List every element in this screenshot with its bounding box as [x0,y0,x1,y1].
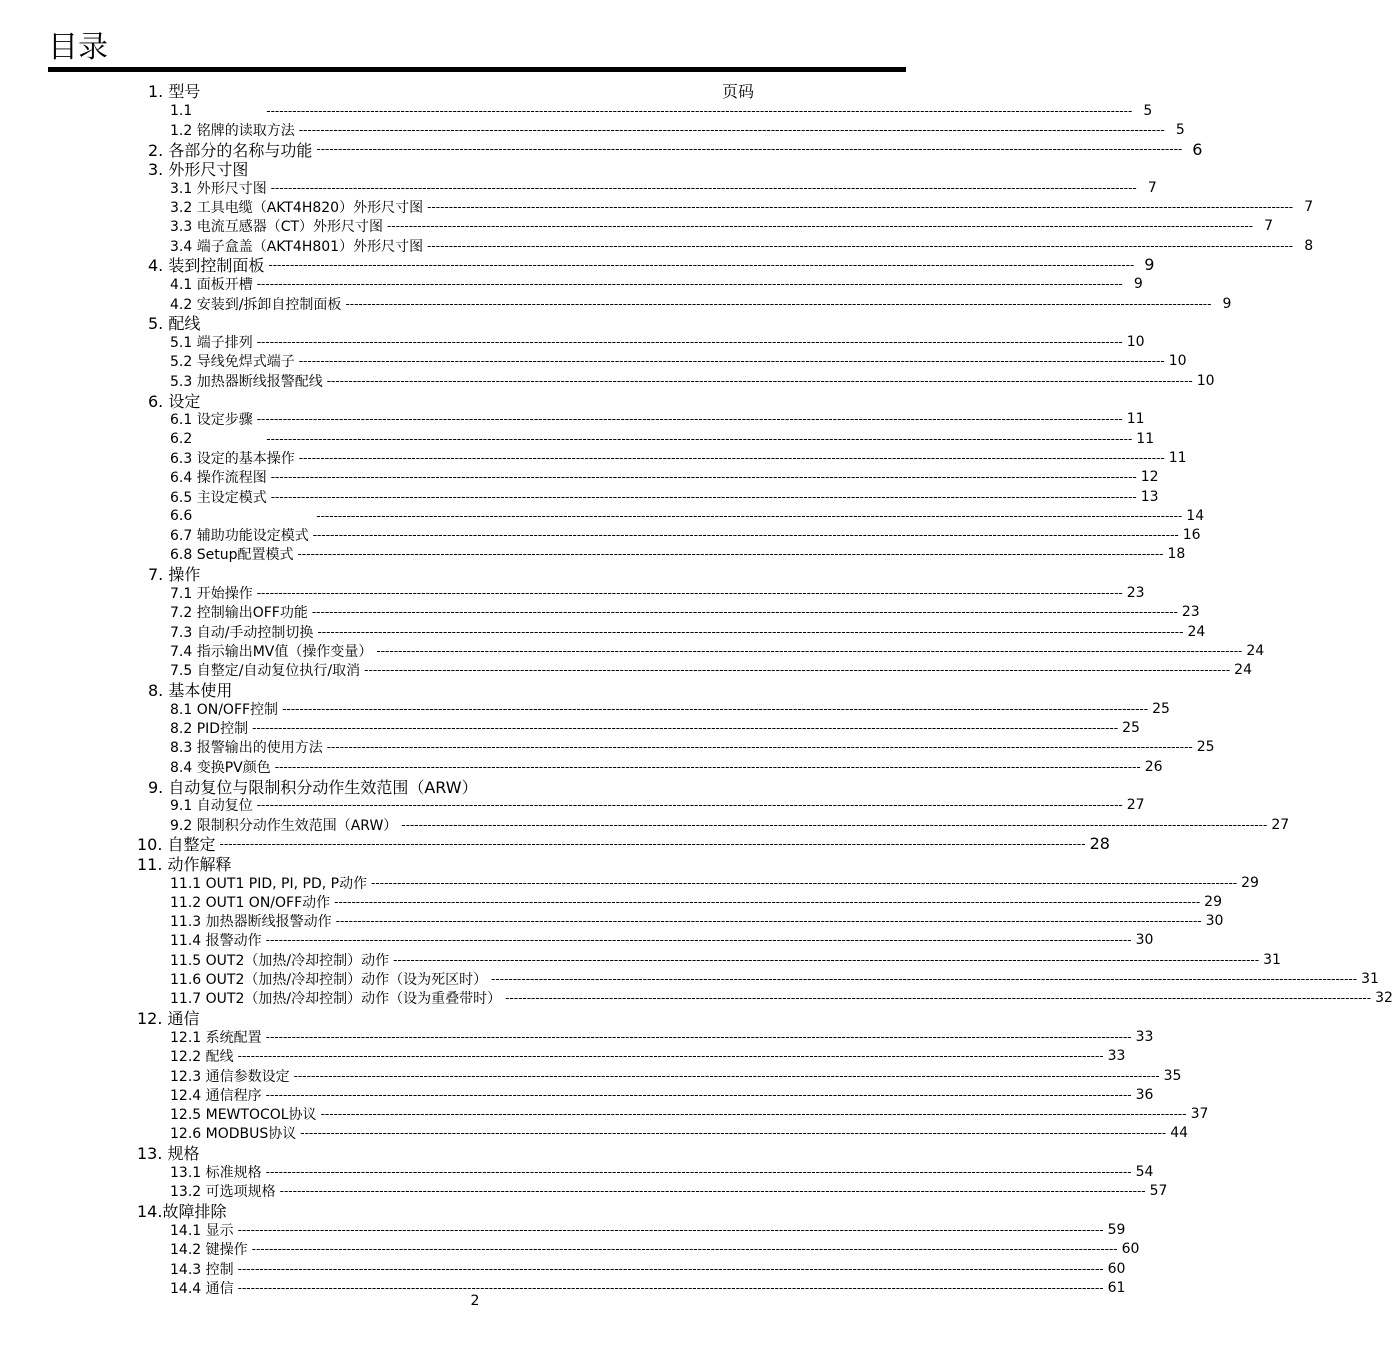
toc-entry[interactable] [148,255,1155,276]
toc-entry[interactable] [170,1047,1126,1066]
toc-entry[interactable] [170,410,1145,429]
toc-entry-page: 16 [1182,527,1201,544]
toc-entry[interactable] [148,139,1203,160]
toc-entry[interactable] [170,719,1140,738]
toc-entry-label: 8. 基本使用 [148,681,233,700]
dot-leader: -------------------------------------------------------------------------------------------------------------------------------------------------------------------------------------------------------- [256,586,1123,600]
toc-entry-label: 9.2 限制积分动作生效范围（ARW） [170,817,398,834]
toc-entry-label: 8.2 PID控制 [170,721,249,738]
toc-entry[interactable] [137,854,758,873]
toc-entry[interactable] [170,178,1157,197]
toc-entry[interactable] [170,526,1201,545]
dot-leader: -------------------------------------------------------------------------------------------------------------------------------------------------------------------------------------------------------- [270,180,1137,195]
page-column-header: 页码 [722,82,755,101]
toc-entry-page: 33 [1107,1048,1126,1065]
dot-leader: -------------------------------------------------------------------------------------------------------------------------------------------------------------------------------------------------------- [326,740,1193,755]
toc-entry-page: 35 [1163,1067,1182,1084]
toc-entry-page: 13 [1140,488,1159,505]
toc-entry-label: 14.1 显示 [170,1222,234,1239]
toc-entry-page: 57 [1149,1183,1168,1200]
dot-leader: -------------------------------------------------------------------------------------------------------------------------------------------------------------------------------------------------------- [376,643,1243,658]
toc-entry-label: 13.1 标准规格 [170,1165,262,1181]
toc-entry[interactable] [170,506,1205,525]
toc-entry-page: 24 [1234,662,1252,679]
toc-entry-label: 11.5 OUT2（加热/冷却控制）动作 [170,952,390,969]
toc-entry-page: 11 [1126,411,1145,428]
toc-entry-label: 11.2 OUT1 ON/OFF动作 [170,894,331,911]
dot-leader: -------------------------------------------------------------------------------------------------------------------------------------------------------------------------------------------------------- [311,605,1178,620]
toc-entry-page: 25 [1152,700,1170,717]
dot-leader: -------------------------------------------------------------------------------------------------------------------------------------------------------------------------------------------------------- [237,1222,1104,1237]
toc-entry-page: 11 [1168,449,1187,466]
toc-entry[interactable] [148,159,758,178]
toc-entry-page: 33 [1135,1028,1154,1045]
toc-entry-page: 26 [1144,758,1163,775]
page-number: 2 [470,1293,480,1309]
toc-entry-label: 5.3 加热器断线报警配线 [170,373,323,390]
toc-entry[interactable] [170,815,1290,834]
dot-leader: -------------------------------------------------------------------------------------------------------------------------------------------------------------------------------------------------------- [256,277,1123,292]
toc-entry-page: 44 [1170,1125,1189,1142]
dot-leader: -------------------------------------------------------------------------------------------------------------------------------------------------------------------------------------------------------- [274,759,1141,774]
toc-entry-label: 14.3 控制 [170,1261,234,1278]
toc-entry-label: 11. 动作解释 [137,854,232,874]
toc-entry-label: 7.5 自整定/自动复位执行/取消 [170,663,361,680]
toc-entry-label: 4.1 面板开槽 [170,277,253,294]
toc-entry-label: 6.7 辅助功能设定模式 [170,528,309,545]
dot-leader: -------------------------------------------------------------------------------------------------------------------------------------------------------------------------------------------------------- [316,142,1183,157]
toc-entry-page: 61 [1107,1279,1126,1296]
toc-entry-label: 6.2 [170,430,193,447]
dot-leader: -------------------------------------------------------------------------------------------------------------------------------------------------------------------------------------------------------- [345,296,1212,311]
toc-entry-page: 24 [1246,642,1265,659]
dot-leader: -------------------------------------------------------------------------------------------------------------------------------------------------------------------------------------------------------- [265,933,1132,948]
toc-entry[interactable] [170,1124,1189,1143]
toc-entry[interactable] [148,680,758,699]
toc-entry[interactable] [170,1027,1154,1046]
toc-entry-page: 60 [1121,1241,1140,1258]
toc-entry-label: 4.2 安装到/拆卸自控制面板 [170,296,342,313]
toc-entry[interactable] [170,217,1274,236]
toc-entry-page: 5 [1175,121,1185,138]
toc-entry-label: 5.2 导线免焊式端子 [170,354,295,371]
dot-leader: -------------------------------------------------------------------------------------------------------------------------------------------------------------------------------------------------------- [251,1242,1118,1257]
dot-leader: -------------------------------------------------------------------------------------------------------------------------------------------------------------------------------------------------------- [268,257,1135,272]
dot-leader: -------------------------------------------------------------------------------------------------------------------------------------------------------------------------------------------------------- [427,200,1294,214]
dot-leader: -------------------------------------------------------------------------------------------------------------------------------------------------------------------------------------------------------- [279,1184,1146,1199]
dot-leader: -------------------------------------------------------------------------------------------------------------------------------------------------------------------------------------------------------- [282,701,1149,716]
dot-leader: -------------------------------------------------------------------------------------------------------------------------------------------------------------------------------------------------------- [256,335,1123,350]
toc-entry-page: 28 [1089,834,1110,854]
toc-entry-label: 11.4 报警动作 [170,933,262,950]
toc-entry-label: 1.2 铭牌的读取方法 [170,122,295,139]
toc-entry-page: 10 [1196,372,1215,389]
dot-leader: -------------------------------------------------------------------------------------------------------------------------------------------------------------------------------------------------------- [265,1087,1132,1102]
toc-entry[interactable] [170,294,1232,313]
toc-entry[interactable] [137,1008,758,1027]
toc-entry[interactable] [170,1105,1209,1124]
toc-entry-page: 29 [1204,893,1222,910]
toc-entry-page: 8 [1304,237,1314,254]
toc-entry-label: 13. 规格 [137,1144,200,1164]
dot-leader: -------------------------------------------------------------------------------------------------------------------------------------------------------------------------------------------------------- [297,547,1164,562]
toc-entry-label: 6.5 主设定模式 [170,489,267,506]
toc-entry-label: 7.3 自动/手动控制切换 [170,624,314,641]
toc-entry-page: 11 [1136,430,1155,447]
toc-entry[interactable] [170,757,1163,776]
toc-entry-label: 12.5 MEWTOCOL协议 [170,1107,317,1124]
toc-entry[interactable] [170,545,1186,564]
dot-leader: -------------------------------------------------------------------------------------------------------------------------------------------------------------------------------------------------------- [293,1068,1160,1083]
dot-leader: -------------------------------------------------------------------------------------------------------------------------------------------------------------------------------------------------------- [335,914,1202,929]
toc-entry[interactable] [170,1163,1154,1182]
toc-entry[interactable] [170,603,1200,622]
toc-entry-page: 18 [1167,546,1186,563]
toc-entry-label: 3. 外形尺寸图 [148,159,249,179]
dot-leader: -------------------------------------------------------------------------------------------------------------------------------------------------------------------------------------------------------- [219,836,1086,851]
toc-entry-page: 54 [1135,1164,1154,1180]
toc-entry[interactable] [170,970,1379,989]
toc-entry[interactable] [148,313,758,332]
dot-leader: -------------------------------------------------------------------------------------------------------------------------------------------------------------------------------------------------------- [334,894,1201,909]
toc-entry[interactable] [170,1085,1154,1104]
toc-entry-label: 9.1 自动复位 [170,798,253,815]
toc-entry[interactable] [170,120,1185,139]
toc-entry-label: 3.4 端子盒盖（AKT4H801）外形尺寸图 [170,238,424,255]
toc-entry[interactable] [170,275,1143,294]
toc-entry-page: 36 [1135,1086,1154,1103]
dot-leader: -------------------------------------------------------------------------------------------------------------------------------------------------------------------------------------------------------- [265,1165,1132,1179]
dot-leader: -------------------------------------------------------------------------------------------------------------------------------------------------------------------------------------------------------- [266,103,1133,118]
toc-entry[interactable] [170,989,1393,1008]
toc-entry-label: 11.3 加热器断线报警动作 [170,914,332,931]
dot-leader: -------------------------------------------------------------------------------------------------------------------------------------------------------------------------------------------------------- [316,508,1183,523]
toc-entry[interactable] [137,1201,758,1220]
toc-entry-label: 6.1 设定步骤 [170,412,253,429]
dot-leader: -------------------------------------------------------------------------------------------------------------------------------------------------------------------------------------------------------- [401,817,1268,832]
toc-entry[interactable] [137,834,1110,855]
dot-leader: -------------------------------------------------------------------------------------------------------------------------------------------------------------------------------------------------------- [364,663,1231,678]
toc-entry-label: 14.4 通信 [170,1280,234,1297]
toc-entry-label: 5. 配线 [148,314,201,334]
toc-entry-page: 7 [1147,179,1157,196]
toc-entry-label: 11.7 OUT2（加热/冷却控制）动作（设为重叠带时） [170,991,502,1008]
toc-entry[interactable] [170,584,1145,603]
toc-entry[interactable] [170,448,1187,467]
dot-leader: -------------------------------------------------------------------------------------------------------------------------------------------------------------------------------------------------------- [256,798,1123,813]
toc-entry-page: 60 [1107,1260,1126,1277]
toc-entry[interactable] [170,950,1281,969]
page-title: 目录 [48,30,108,65]
toc-entry[interactable] [170,1240,1140,1259]
toc-entry-page: 23 [1126,585,1145,601]
toc-entry-label: 14.故障排除 [137,1202,227,1222]
toc-entry[interactable] [170,1066,1182,1085]
toc-entry-page: 59 [1107,1221,1126,1238]
toc-entry[interactable] [148,777,758,796]
dot-leader: -------------------------------------------------------------------------------------------------------------------------------------------------------------------------------------------------------- [237,1049,1104,1064]
toc-entry-page: 31 [1361,971,1379,987]
toc-entry[interactable] [170,661,1252,680]
toc-entry-label: 3.1 外形尺寸图 [170,180,267,197]
toc-entry-label: 7.4 指示输出MV值（操作变量） [170,643,373,660]
toc-entry[interactable] [170,1220,1126,1239]
toc-entry-page: 14 [1186,507,1205,524]
dot-leader: -------------------------------------------------------------------------------------------------------------------------------------------------------------------------------------------------------- [265,1029,1132,1044]
toc-entry[interactable] [137,1143,758,1162]
toc-entry[interactable] [170,931,1154,950]
toc-entry-page: 32 [1375,990,1393,1007]
toc-entry-label: 10. 自整定 [137,835,216,855]
toc-entry[interactable] [170,236,1314,255]
toc-first-heading: 1. 型号 [148,82,201,101]
toc-entry-label: 3.2 工具电缆（AKT4H820）外形尺寸图 [170,200,424,216]
toc-entry-label: 12.4 通信程序 [170,1087,262,1104]
toc-entry-label: 6.6 [170,507,193,524]
toc-entry-label: 7.2 控制输出OFF功能 [170,605,308,622]
dot-leader: -------------------------------------------------------------------------------------------------------------------------------------------------------------------------------------------------------- [252,721,1119,736]
toc-entry-page: 7 [1264,218,1274,235]
toc-entry-label: 12.6 MODBUS协议 [170,1126,297,1143]
dot-leader: -------------------------------------------------------------------------------------------------------------------------------------------------------------------------------------------------------- [312,528,1179,543]
dot-leader: -------------------------------------------------------------------------------------------------------------------------------------------------------------------------------------------------------- [270,470,1137,485]
toc-entry[interactable] [170,912,1224,931]
toc-entry-label: 6.8 Setup配置模式 [170,547,294,564]
toc-entry-page: 10 [1126,334,1145,351]
dot-leader: -------------------------------------------------------------------------------------------------------------------------------------------------------------------------------------------------------- [427,238,1294,253]
toc-entry-page: 27 [1271,816,1290,833]
toc-entry-label: 5.1 端子排列 [170,335,253,352]
toc-entry[interactable] [148,564,758,583]
toc-entry-page: 9 [1222,295,1232,312]
toc-entry[interactable] [170,333,1145,352]
toc-entry-label: 14.2 键操作 [170,1242,248,1259]
toc-entry-page: 30 [1205,913,1224,930]
dot-leader: -------------------------------------------------------------------------------------------------------------------------------------------------------------------------------------------------------- [393,952,1260,967]
toc-entry-label: 9. 自动复位与限制积分动作生效范围（ARW） [148,777,478,797]
dot-leader: -------------------------------------------------------------------------------------------------------------------------------------------------------------------------------------------------------- [298,354,1165,369]
toc-entry-page: 24 [1187,623,1206,640]
toc-entry-label: 7. 操作 [148,565,201,585]
dot-leader: -------------------------------------------------------------------------------------------------------------------------------------------------------------------------------------------------------- [270,489,1137,504]
dot-leader: -------------------------------------------------------------------------------------------------------------------------------------------------------------------------------------------------------- [491,972,1358,986]
toc-entry-label: 11.1 OUT1 PID, PI, PD, P动作 [170,875,368,892]
toc-entry-label: 8.3 报警输出的使用方法 [170,740,323,757]
dot-leader: -------------------------------------------------------------------------------------------------------------------------------------------------------------------------------------------------------- [237,1261,1104,1276]
dot-leader: -------------------------------------------------------------------------------------------------------------------------------------------------------------------------------------------------------- [237,1280,1104,1295]
toc-entry-page: 37 [1190,1106,1209,1123]
toc-entry-page: 10 [1168,353,1187,370]
toc-entry-page: 25 [1196,739,1215,756]
toc-entry[interactable] [170,429,1155,448]
dot-leader: -------------------------------------------------------------------------------------------------------------------------------------------------------------------------------------------------------- [317,624,1184,639]
dot-leader: -------------------------------------------------------------------------------------------------------------------------------------------------------------------------------------------------------- [326,373,1193,388]
toc-entry-page: 27 [1126,797,1145,814]
toc-entry-page: 12 [1140,469,1159,486]
dot-leader: -------------------------------------------------------------------------------------------------------------------------------------------------------------------------------------------------------- [371,875,1238,890]
toc-entry-page: 7 [1304,199,1314,215]
toc-entry[interactable] [170,641,1265,660]
toc-entry[interactable] [170,738,1215,757]
toc-entry-label: 6.3 设定的基本操作 [170,450,295,467]
toc-entry-label: 4. 装到控制面板 [148,256,265,276]
toc-entry[interactable] [170,873,1259,892]
toc-entry-label: 7.1 开始操作 [170,586,253,602]
toc-entry-page: 29 [1241,874,1259,891]
toc-entry-label: 3.3 电流互感器（CT）外形尺寸图 [170,219,384,236]
toc-entry-label: 12.3 通信参数设定 [170,1068,290,1085]
toc-entry-label: 11.6 OUT2（加热/冷却控制）动作（设为死区时） [170,972,488,988]
toc-entry[interactable] [170,1182,1168,1201]
toc-entry-label: 2. 各部分的名称与功能 [148,140,313,160]
toc-entry[interactable] [170,198,1314,217]
toc-entry-page: 30 [1135,932,1154,949]
toc-entry-label: 6. 设定 [148,391,201,411]
toc-entry-label: 12.2 配线 [170,1049,234,1066]
toc-entry-page: 23 [1181,604,1200,621]
toc-entry[interactable] [170,371,1215,390]
toc-entry-page: 5 [1143,102,1153,119]
toc-entry-label: 1.1 [170,102,193,119]
toc-entry-label: 12. 通信 [137,1009,200,1029]
dot-leader: -------------------------------------------------------------------------------------------------------------------------------------------------------------------------------------------------------- [300,1126,1167,1141]
toc-entry-label: 6.4 操作流程图 [170,470,267,487]
toc-entry-label: 12.1 系统配置 [170,1029,262,1046]
toc-entry-page: 31 [1263,951,1281,968]
toc-entry-page: 9 [1133,276,1143,293]
dot-leader: -------------------------------------------------------------------------------------------------------------------------------------------------------------------------------------------------------- [256,412,1123,427]
toc-entry-label: 8.4 变换PV颜色 [170,759,271,776]
title-divider [48,67,906,72]
toc-entry-label: 13.2 可选项规格 [170,1184,276,1201]
toc-entry[interactable] [170,622,1206,641]
toc-entry[interactable] [170,699,1170,718]
toc-entry[interactable] [170,468,1159,487]
dot-leader: -------------------------------------------------------------------------------------------------------------------------------------------------------------------------------------------------------- [298,122,1165,137]
dot-leader: -------------------------------------------------------------------------------------------------------------------------------------------------------------------------------------------------------- [387,219,1254,234]
dot-leader: -------------------------------------------------------------------------------------------------------------------------------------------------------------------------------------------------------- [320,1107,1187,1122]
toc-entry[interactable] [170,352,1187,371]
toc-entry[interactable] [170,487,1159,506]
toc-entry-page: 25 [1122,720,1140,737]
dot-leader: -------------------------------------------------------------------------------------------------------------------------------------------------------------------------------------------------------- [266,431,1133,446]
toc-entry-page: 6 [1192,139,1203,159]
toc-entry[interactable] [170,101,1153,120]
toc-entry[interactable] [170,796,1145,815]
toc-entry[interactable] [170,892,1222,911]
toc-entry-page: 9 [1144,255,1155,275]
toc-entry[interactable] [148,391,758,410]
dot-leader: -------------------------------------------------------------------------------------------------------------------------------------------------------------------------------------------------------- [505,991,1372,1006]
toc-entry[interactable] [170,1259,1126,1278]
dot-leader: -------------------------------------------------------------------------------------------------------------------------------------------------------------------------------------------------------- [298,450,1165,465]
toc-entry-label: 8.1 ON/OFF控制 [170,701,279,718]
